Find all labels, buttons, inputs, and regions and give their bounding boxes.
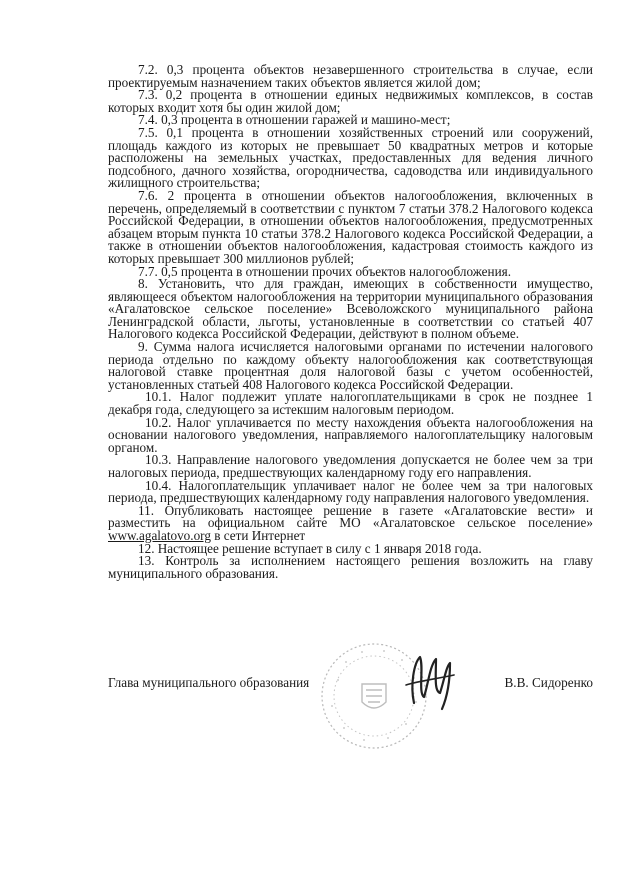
paragraph-10-3: 10.3. Направление налогового уведомления допускается не более чем за три налоговых периода, предшествующих календарному году его направления. [108, 452, 593, 480]
paragraph-7-5: 7.5. 0,1 процента в отношении хозяйственных строений или сооружений, площадь каждого из которых не превышает 50 квадратных метров и которые расположены на земельных участках, предоставленных для ведения личного подсобного, дачного хозяйства, огородничества, садоводства или индивидуального жилищного строительства; [108, 124, 593, 191]
paragraph-9: 9. Сумма налога исчисляется налоговыми органами по истечении налогового периода отдельно по каждому объекту налогообложения как соответствующая налоговой ставке процентная доля налоговой базы с учетом особенностей, установленных статьей 408 Налогового кодекса Российской Федерации. [108, 339, 593, 392]
signatory-title: Глава муниципального образования [108, 675, 310, 690]
paragraph-11 [108, 502, 593, 543]
paragraph-10-2: 10.2. Налог уплачивается по месту нахождения объекта налогообложения на основании налогового уведомления, направляемого налогоплательщику налоговым органом. [108, 414, 593, 455]
paragraph-7-6: 7.6. 2 процента в отношении объектов налогообложения, включенных в перечень, определяемый в соответствии с пунктом 7 статьи 378.2 Налогового кодекса Российской Федерации, в отношении объектов налогообложения, предусмотренных абзацем вторым пункта 10 статьи 378.2 Налогового кодекса Российской Федерации, а также в отношении объектов налогообложения, кадастровая стоимость каждого из которых превышает 300 миллионов рублей; [108, 187, 593, 266]
paragraph-13: 13. Контроль за исполнением настоящего решения возложить на главу муниципального образования. [108, 553, 593, 581]
signatory-name: В.В. Сидоренко [504, 675, 593, 690]
paragraph-11-tail: в сети Интернет [210, 527, 306, 543]
paragraph-11-text: 11. Опубликовать настоящее решение в газете «Агалатовские вести» и разместить на официальном сайте МО «Агалатовское сельское поселение» [108, 502, 593, 531]
paragraph-12: 12. Настоящее решение вступает в силу с 1 января 2018 года. [138, 540, 482, 556]
paragraph-7-3: 7.3. 0,2 процента в отношении единых недвижимых комплексов, в состав которых входит хотя бы один жилой дом; [108, 87, 593, 115]
paragraph-10-4: 10.4. Налогоплательщик уплачивает налог не более чем за три налоговых периода, предшествующих календарному году направления налогового уведомления. [108, 477, 593, 506]
paragraph-7-7: 7.7. 0,5 процента в отношении прочих объектов налогообложения. [138, 263, 512, 279]
website-link[interactable]: www.agalatovo.org [108, 527, 211, 543]
signature-block [108, 676, 593, 698]
document-body [108, 64, 593, 580]
paragraph-10-1: 10.1. Налог подлежит уплате налогоплательщиками в срок не позднее 1 декабря года, следующего за истекшим налоговым периодом. [108, 389, 593, 418]
paragraph-7-2: 7.2. 0,3 процента объектов незавершенного строительства в случае, если проектируемым назначением таких объектов является жилой дом; [108, 62, 593, 90]
paragraph-7-4: 7.4. 0,3 процента в отношении гаражей и машино-мест; [138, 112, 451, 128]
paragraph-8: 8. Установить, что для граждан, имеющих в собственности имущество, являющееся объектом налогообложения на территории муниципального образования «Агалатовское сельское поселение» Всеволожского муниципального района Ленинградской области, льготы, установленные в соответствии со статьей 407 Налогового кодекса Российской Федерации, действуют в полном объеме. [108, 276, 593, 342]
